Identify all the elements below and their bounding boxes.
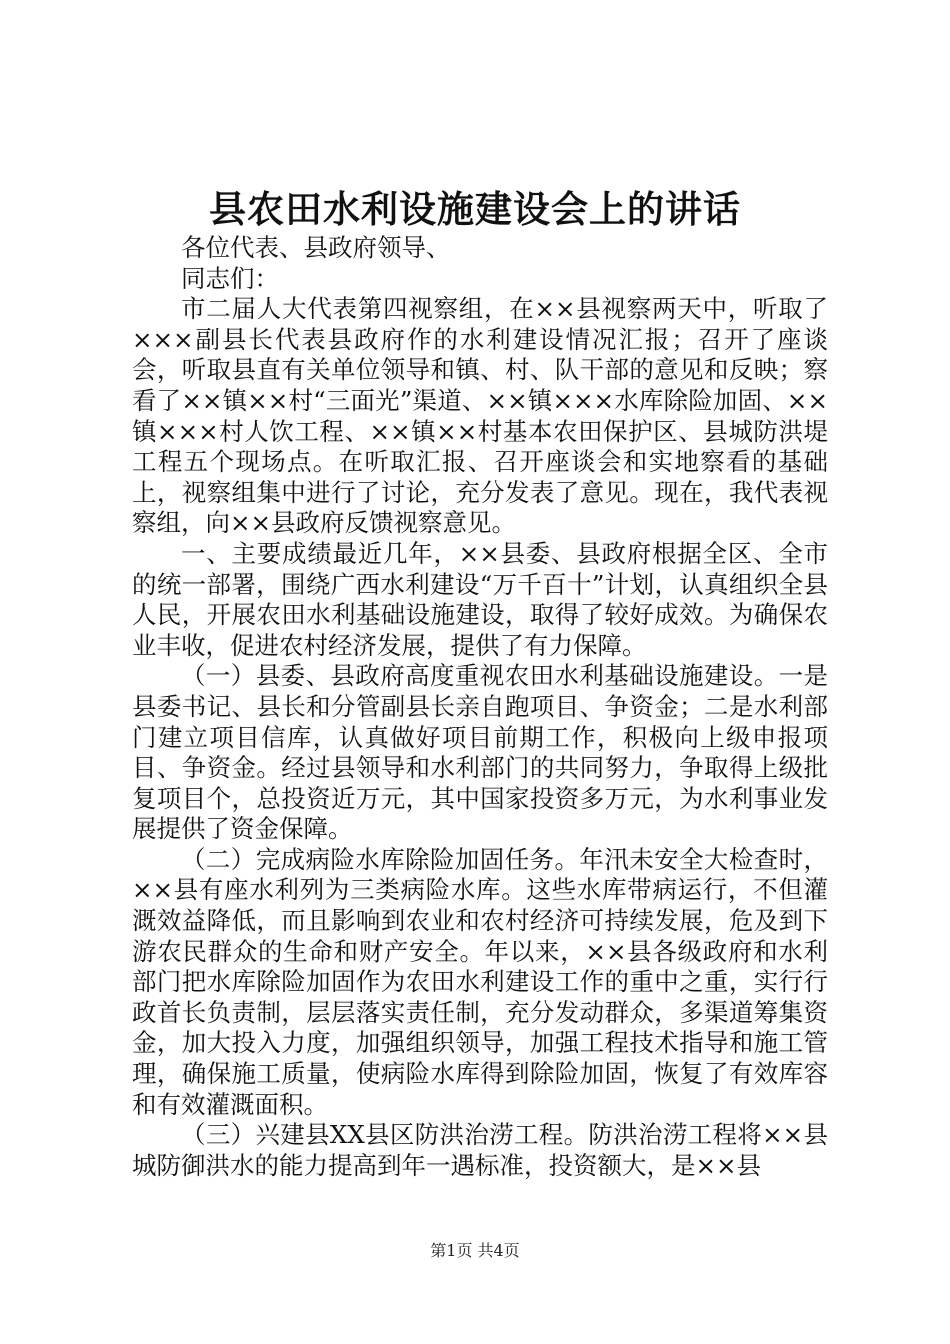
salutation-line: 各位代表、县政府领导、 <box>181 233 451 262</box>
document-title: 县农田水利设施建设会上的讲话 <box>209 187 741 231</box>
document-body <box>132 233 828 1181</box>
body-paragraph: 一、主要成绩最近几年，××县委、县政府根据全区、全市的统一部署，围绕广西水利建设“万千百十”计划，认真组织全县人民，开展农田水利基础设施建设，取得了较好成效。为确保农业丰收，促进农村经济发展，提供了有力保障。 <box>132 538 828 660</box>
body-paragraph: （一）县委、县政府高度重视农田水利基础设施建设。一是县委书记、县长和分管副县长亲自跑项目、争资金；二是水利部门建立项目信库，认真做好项目前期工作，积极向上级申报项目、争资金。经过县领导和水利部门的共同努力，争取得上级批复项目个，总投资近万元，其中国家投资多万元，为水利事业发展提供了资金保障。 <box>132 661 828 844</box>
body-paragraph: （三）兴建县XX县区防洪治涝工程。防洪治涝工程将××县城防御洪水的能力提高到年一遇标准，投资额大，是××县 <box>132 1120 828 1180</box>
salutation-line: 同志们： <box>181 263 279 293</box>
page-number-footer: 第1页 共4页 <box>430 1241 520 1260</box>
body-paragraph: （二）完成病险水库除险加固任务。年汛未安全大检查时，××县有座水利列为三类病险水库。这些水库带病运行，不但灌溉效益降低，而且影响到农业和农村经济可持续发展，危及到下游农民群众的生命和财产安全。年以来，××县各级政府和水利部门把水库除险加固作为农田水利建设工作的重中之重，实行行政首长负责制，层层落实责任制，充分发动群众，多渠道筹集资金，加大投入力度，加强组织领导，加强工程技术指导和施工管理，确保施工质量，使病险水库得到除险加固，恢复了有效库容和有效灌溉面积。 <box>132 844 828 1119</box>
body-paragraph: 市二届人大代表第四视察组，在××县视察两天中，听取了×××副县长代表县政府作的水利建设情况汇报；召开了座谈会，听取县直有关单位领导和镇、村、队干部的意见和反映；察看了××镇××村“三面光”渠道、××镇×××水库除险加固、××镇×××村人饮工程、××镇××村基本农田保护区、县城防洪堤工程五个现场点。在听取汇报、召开座谈会和实地察看的基础上，视察组集中进行了讨论，充分发表了意见。现在，我代表视察组，向××县政府反馈视察意见。 <box>132 294 828 538</box>
